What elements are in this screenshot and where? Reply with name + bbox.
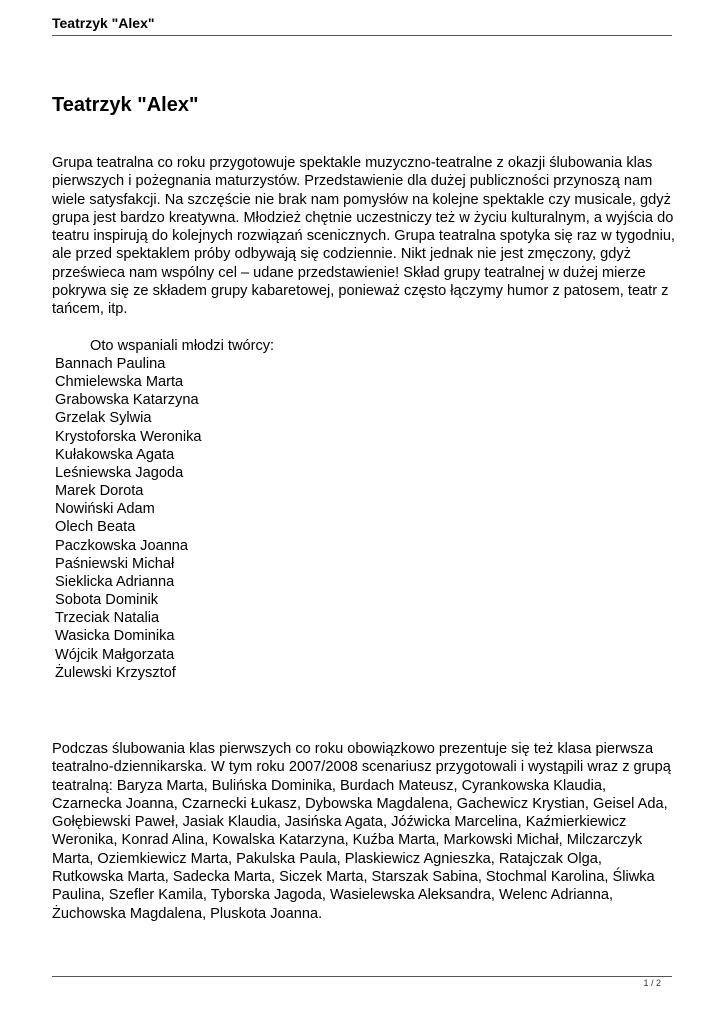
member-name: Wójcik Małgorzata [55, 646, 175, 663]
member-name: Sieklicka Adrianna [55, 573, 175, 590]
page-number: 1 / 2 [643, 978, 661, 988]
member-name: Wasicka Dominika [55, 628, 175, 645]
member-name: Grzelak Sylwia [55, 410, 152, 427]
member-name: Żulewski Krzysztof [55, 664, 176, 681]
member-name: Leśniewska Jagoda [55, 464, 184, 481]
member-name: Paśniewski Michał [55, 555, 175, 572]
member-name: Sobota Dominik [55, 592, 159, 609]
page-title: Teatrzyk "Alex" [52, 94, 199, 116]
pledge-paragraph: Podczas ślubowania klas pierwszych co roku obowiązkowo prezentuje się też klasa pierwsza teatralno-dziennikarska. W tym roku 2007/2008 scenariusz przygotowali i wystąpili wraz z grupą teatralną: Baryza Marta, Bulińska Dominika, Burdach Mateusz, Cyrankowska Klaudia, Czarnecka Joanna, Czarnecki Łukasz, Dybowska Magdalena, Gachewicz Krystian, Geisel Ada, Gołębiewski Paweł, Jasiak Klaudia, Jasińska Agata, Jóźwicka Marcelina, Kaźmierkiewicz Weronika, Konrad Alina, Kowalska Katarzyna, Kuźba Marta, Markowski Michał, Milczarczyk Marta, Oziemkiewicz Marta, Pakulska Paula, Plaskiewicz Agnieszka, Ratajczak Olga, Rutkowska Marta, Sadecka Marta, Siczek Marta, Starszak Sabina, Stochmal Karolina, Śliwka Paulina, Szefler Kamila, Tyborska Jagoda, Wasielewska Aleksandra, Welenc Adrianna, Żuchowska Magdalena, Pluskota Joanna. [52, 741, 671, 922]
header-divider [52, 35, 672, 36]
member-name: Marek Dorota [55, 483, 144, 500]
members-intro: Oto wspaniali młodzi twórcy: [90, 338, 275, 354]
member-name: Grabowska Katarzyna [55, 392, 199, 409]
member-name: Olech Beata [55, 519, 136, 536]
member-name: Trzeciak Natalia [55, 610, 160, 627]
member-name: Chmielewska Marta [55, 374, 184, 391]
intro-paragraph: Grupa teatralna co roku przygotowuje spektakle muzyczno-teatralne z okazji ślubowania klas pierwszych i pożegnania maturzystów. Przedstawienie dla dużej publiczności przynoszą nam wiele satysfakcji. Na szczęście nie brak nam pomysłów na kolejne spektakle czy musicale, gdyż grupa jest bardzo kreatywna. Młodzież chętnie uczestniczy też w życiu kulturalnym, a wyjścia do teatru inspirują do kolejnych rozwiązań scenicznych. Grupa teatralna spotyka się raz w tygodniu, ale przed spektaklem próby odbywają się codziennie. Nikt jednak nie jest zmęczony, gdyż prześwieca nam wspólny cel – udane przedstawienie! Skład grupy teatralnej w dużej mierze pokrywa się ze składem grupy kabaretowej, ponieważ często łączymy humor z patosem, teatr z tańcem, itp. [52, 155, 675, 318]
member-name: Bannach Paulina [55, 356, 166, 372]
footer-divider [52, 976, 672, 977]
member-name: Nowiński Adam [55, 501, 155, 518]
member-name: Kułakowska Agata [55, 446, 175, 463]
running-header: Teatrzyk "Alex" [52, 15, 155, 31]
member-name: Krystoforska Weronika [55, 428, 202, 445]
member-name: Paczkowska Joanna [55, 537, 189, 554]
members-list [55, 355, 202, 682]
